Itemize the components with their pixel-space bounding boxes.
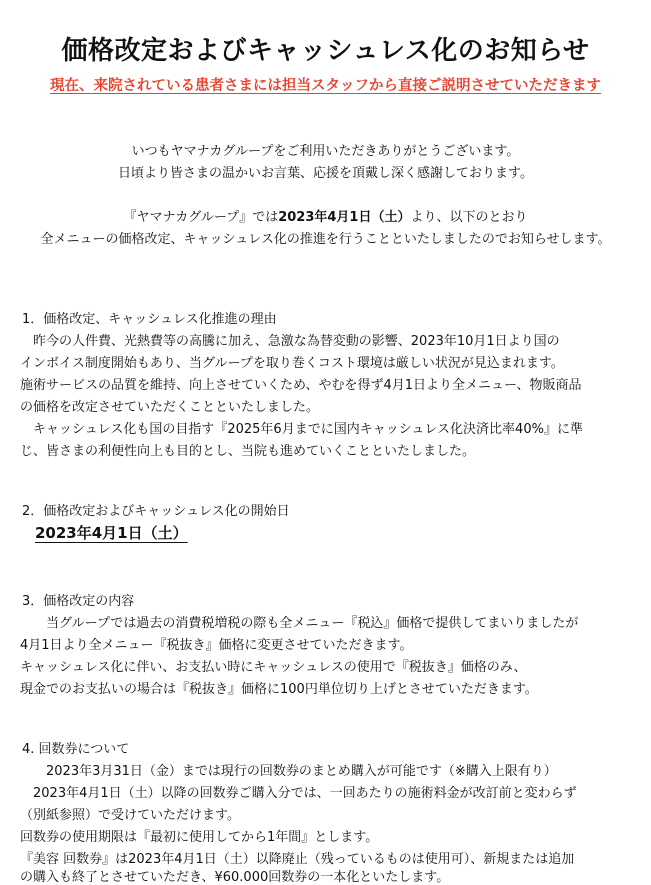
announcement-post: より、以下のとおり <box>410 210 528 225</box>
section-heading: 2．価格改定およびキャッシュレス化の開始日 <box>22 504 290 519</box>
section-text-line: 施術サービスの品質を維持、向上させていくため、やむを得ず4月1日より全メニュー、物販商品 <box>20 378 582 393</box>
section-text-line: 回数券の使用期限は『最初に使用してから1年間』とします。 <box>20 830 379 845</box>
section-text-line: じ、皆さまの利便性向上も目的とし、当院も進めていくことといたしました。 <box>20 444 476 459</box>
section-text-line: の価格を改定させていただくことといたしました。 <box>20 400 320 415</box>
page-title: 価格改定およびキャッシュレス化のお知らせ <box>61 36 590 66</box>
section-text-line: キャッシュレス化に伴い、お支払い時にキャッシュレスの使用で『税抜き』価格のみ、 <box>20 660 527 675</box>
section-text-line: 昨今の人件費、光熱費等の高騰に加え、急激な為替変動の影響、2023年10月1日より国の <box>20 334 560 349</box>
section-text-line: 4月1日より全メニュー『税抜き』価格に変更させていただきます。 <box>20 638 413 653</box>
greeting-line: 日頃より皆さまの温かいお言葉、応援を頂戴し深く感謝しております。 <box>118 166 533 181</box>
announcement-line <box>0 206 651 225</box>
section-text-line: 現金でのお支払いの場合は『税抜き』価格に100円単位切り上げとさせていただきます。 <box>20 682 538 697</box>
announcement-line: 全メニューの価格改定、キャッシュレス化の推進を行うことといたしましたのでお知らせします。 <box>40 232 611 247</box>
announcement-pre: 『ヤマナカグループ』では <box>123 210 279 225</box>
section-text-line: インボイス制度開始もあり、当グループを取り巻くコスト環境は厳しい状況が見込まれます。 <box>20 356 564 371</box>
section-text-line: の購入も終了とさせていただき、¥60.000回数券の一本化といたします。 <box>20 870 450 885</box>
section-text-line: 『美容 回数券』は2023年4月1日（土）以降廃止（残っているものは使用可）、新規または追加 <box>20 852 575 867</box>
staff-explanation-notice: 現在、来院されている患者さまには担当スタッフから直接ご説明させていただきます <box>50 78 601 94</box>
greeting-line: いつもヤマナカグループをご利用いただきありがとうございます。 <box>131 144 520 159</box>
section-heading: 3．価格改定の内容 <box>22 594 135 609</box>
section-text-line: キャッシュレス化も国の目指す『2025年6月までに国内キャッシュレス化決済比率40%』に準 <box>20 422 583 437</box>
section-text-line: 2023年3月31日（金）までは現行の回数券のまとめ購入が可能です（※購入上限有り） <box>20 764 557 779</box>
section-text-line: 2023年4月1日（土）以降の回数券ご購入分では、一回あたりの施術料金が改訂前と変わらず <box>20 786 577 801</box>
section-text-line: 当グループでは過去の消費税増税の際も全メニュー『税込』価格で提供してまいりましたが <box>20 616 579 631</box>
start-date: 2023年4月1日（土） <box>35 524 188 542</box>
section-heading: 1．価格改定、キャッシュレス化推進の理由 <box>22 312 277 327</box>
section-heading: 4. 回数券について <box>22 742 130 757</box>
announcement-date: 2023年4月1日（土） <box>278 210 411 225</box>
section-text-line: （別紙参照）で受けていただけます。 <box>20 808 240 823</box>
